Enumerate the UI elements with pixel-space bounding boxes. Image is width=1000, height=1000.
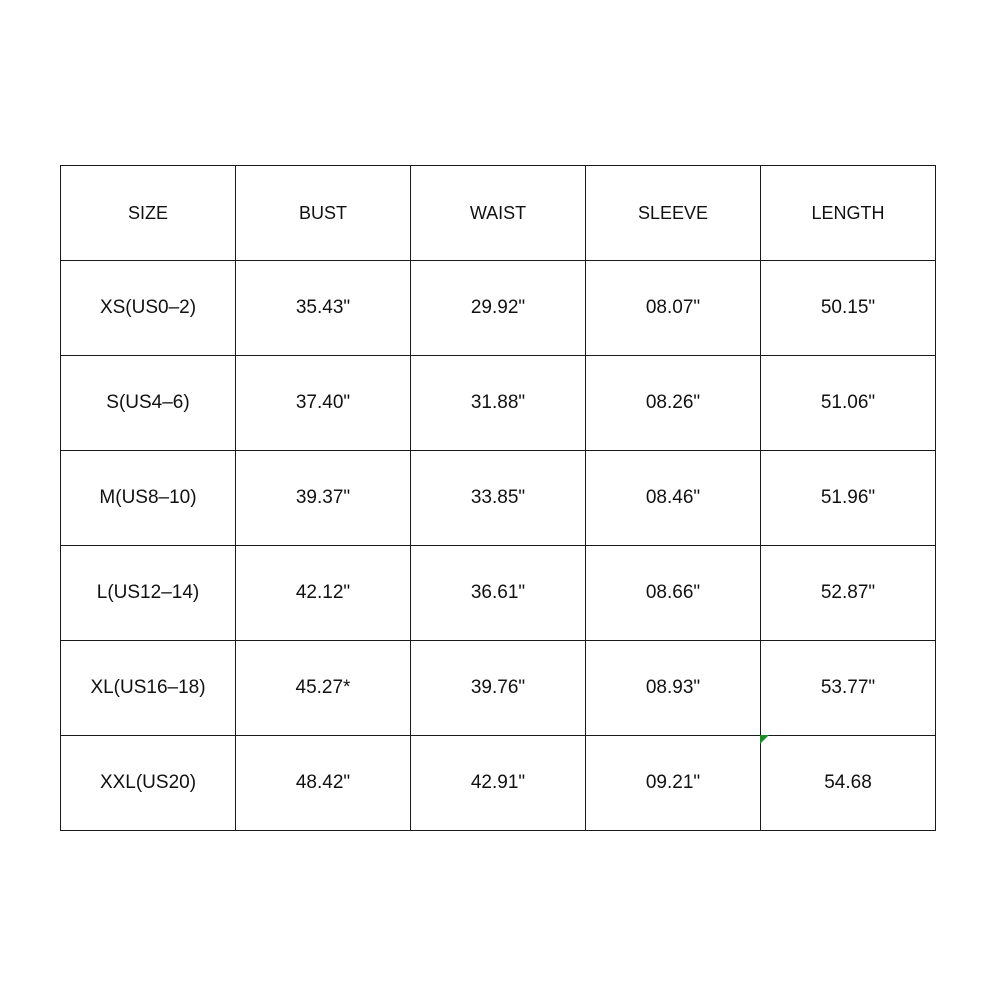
cell-bust: 42.12" (236, 546, 411, 641)
cell-sleeve: 08.07" (586, 261, 761, 356)
size-chart-table (60, 165, 936, 831)
header-waist: WAIST (411, 166, 586, 261)
cell-bust: 37.40" (236, 356, 411, 451)
cell-waist: 33.85" (411, 451, 586, 546)
cell-bust: 48.42" (236, 736, 411, 831)
table-row (61, 451, 936, 546)
table-row (61, 261, 936, 356)
cell-bust: 39.37" (236, 451, 411, 546)
cell-length: 51.96" (761, 451, 936, 546)
cell-length-value: 54.68 (824, 772, 872, 793)
cell-length: 53.77" (761, 641, 936, 736)
cell-sleeve: 09.21" (586, 736, 761, 831)
cell-sleeve: 08.93" (586, 641, 761, 736)
header-sleeve: SLEEVE (586, 166, 761, 261)
cell-size: L(US12–14) (61, 546, 236, 641)
cell-waist: 29.92" (411, 261, 586, 356)
cell-size: XS(US0–2) (61, 261, 236, 356)
header-bust: BUST (236, 166, 411, 261)
table-row (61, 356, 936, 451)
cell-waist: 39.76" (411, 641, 586, 736)
cell-sleeve: 08.46" (586, 451, 761, 546)
cell-length: 50.15" (761, 261, 936, 356)
table-row (61, 641, 936, 736)
cell-length: 51.06" (761, 356, 936, 451)
header-length: LENGTH (761, 166, 936, 261)
header-row (61, 166, 936, 261)
cell-length: 52.87" (761, 546, 936, 641)
cell-bust: 35.43" (236, 261, 411, 356)
cell-size: XL(US16–18) (61, 641, 236, 736)
comment-marker-icon (760, 735, 769, 744)
cell-bust: 45.27* (236, 641, 411, 736)
table-row (61, 546, 936, 641)
header-size: SIZE (61, 166, 236, 261)
cell-waist: 31.88" (411, 356, 586, 451)
cell-waist: 36.61" (411, 546, 586, 641)
cell-sleeve: 08.26" (586, 356, 761, 451)
cell-size: M(US8–10) (61, 451, 236, 546)
table-row (61, 736, 936, 831)
cell-waist: 42.91" (411, 736, 586, 831)
cell-size: XXL(US20) (61, 736, 236, 831)
cell-sleeve: 08.66" (586, 546, 761, 641)
cell-size: S(US4–6) (61, 356, 236, 451)
cell-length (761, 736, 936, 831)
